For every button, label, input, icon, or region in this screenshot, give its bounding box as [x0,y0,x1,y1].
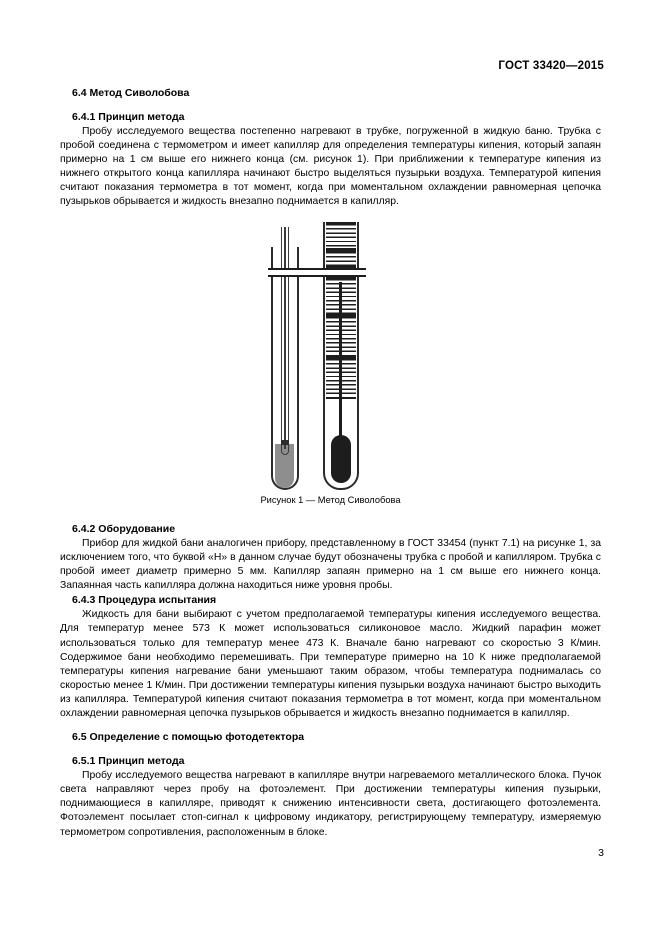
spacer [60,721,601,730]
paragraph-6-4-1: Пробу исследуемого вещества постепенно нагревают в трубке, погруженной в жидкую баню. Трубка с пробой соединена с термометром и имеет капилляр для определения температуры кипения, который запаян примерно на 1 см выше его нижнего конца (см. рисунок 1). При приближении к температуре кипения из нижнего открытого конца капилляра начинают быстро выделяться пузырьки воздуха. Температурой кипения считают показания термометра в тот момент, когда при моментальном охлаждении равномерная цепочка пузырьков обрывается и жидкость внезапно поднимается в капилляр. [60,126,601,208]
header-standard-title: ГОСТ 33420—2015 [498,60,604,72]
scale-ticks [326,224,356,248]
clamp-band [268,268,366,277]
paragraph-6-4-3: Жидкость для бани выбирают с учетом предполагаемой температуры кипения исследуемого вещества. Для температур менее 573 К может использоваться силиконовое масло. Жидкий парафин может использоваться только для температур менее 473 К. Вначале баню нагревают со скоростью 3 К/мин. Содержимое бани необходимо перемешивать. При температуре примерно на 10 К ниже предполагаемой температуры кипения нагревание бани уменьшают таким образом, чтобы температура поднималась со скоростью менее 1 К/мин. При достижении температуры кипения пузырьки воздуха начинают быстро выходить из капилляра. Температурой кипения считают показания термометра в тот момент, когда при моментальном охлаждении равномерная цепочка пузырьков обрывается и жидкость внезапно поднимается в капилляр. [60,609,601,720]
scale-segment [326,250,356,268]
paragraph-6-4-2: Прибор для жидкой бани аналогичен прибору, представленному в ГОСТ 33454 (пункт 7.1) на рисунке 1, за исключением того, что буквой «Н» в данном случае будут обозначены трубка с пробой и капилляром. Трубка с пробой имеет диаметр примерно 5 мм. Капилляр запаян примерно на 1 см выше его нижнего конца. Запаянная часть капилляра должна находиться ниже уровня пробы. [60,538,601,592]
figure-1-caption: Рисунок 1 — Метод Сиволобова [260,495,401,505]
spacer [60,101,601,110]
spacer [60,745,601,754]
page-number: 3 [598,847,604,859]
scale-ticks [326,252,356,266]
scale-segment [326,222,356,250]
figure-1 [0,222,661,512]
page-content [60,86,601,210]
thermometer-bulb [331,435,351,483]
section-heading-6-5-1: 6.5.1 Принцип метода [72,755,185,768]
paragraph-6-5-1: Пробу исследуемого вещества нагревают в капилляре внутри нагреваемого металлического блока. Пучок света направляют через пробу на фотоэлемент. При достижении температуры кипения пузырьки, поднимающиеся в капилляре, приводят к снижению интенсивности света, достигающего фотоэлемента. Фотоэлемент посылает стоп-сигнал к цифровому индикатору, регистрирующему температуру, измеряемую термометром сопротивления, расположенным в блоке. [60,770,601,838]
thermometer-capillary-stem [339,282,342,450]
section-heading-6-4-2: 6.4.2 Оборудование [72,523,176,535]
section-heading-6-4: 6.4 Метод Сиволобова [72,87,190,99]
section-heading-6-5: 6.5 Определение с помощью фотодетектора [72,731,305,744]
section-heading-6-4-1: 6.4.1 Принцип метода [72,111,185,123]
section-heading-6-4-3: 6.4.3 Процедура испытания [72,594,217,607]
figure-1-artwork [271,222,391,490]
page-header [60,60,604,72]
capillary-sealed-end [281,440,289,445]
page-content-lower [60,522,601,840]
capillary-bore-line [284,227,286,449]
